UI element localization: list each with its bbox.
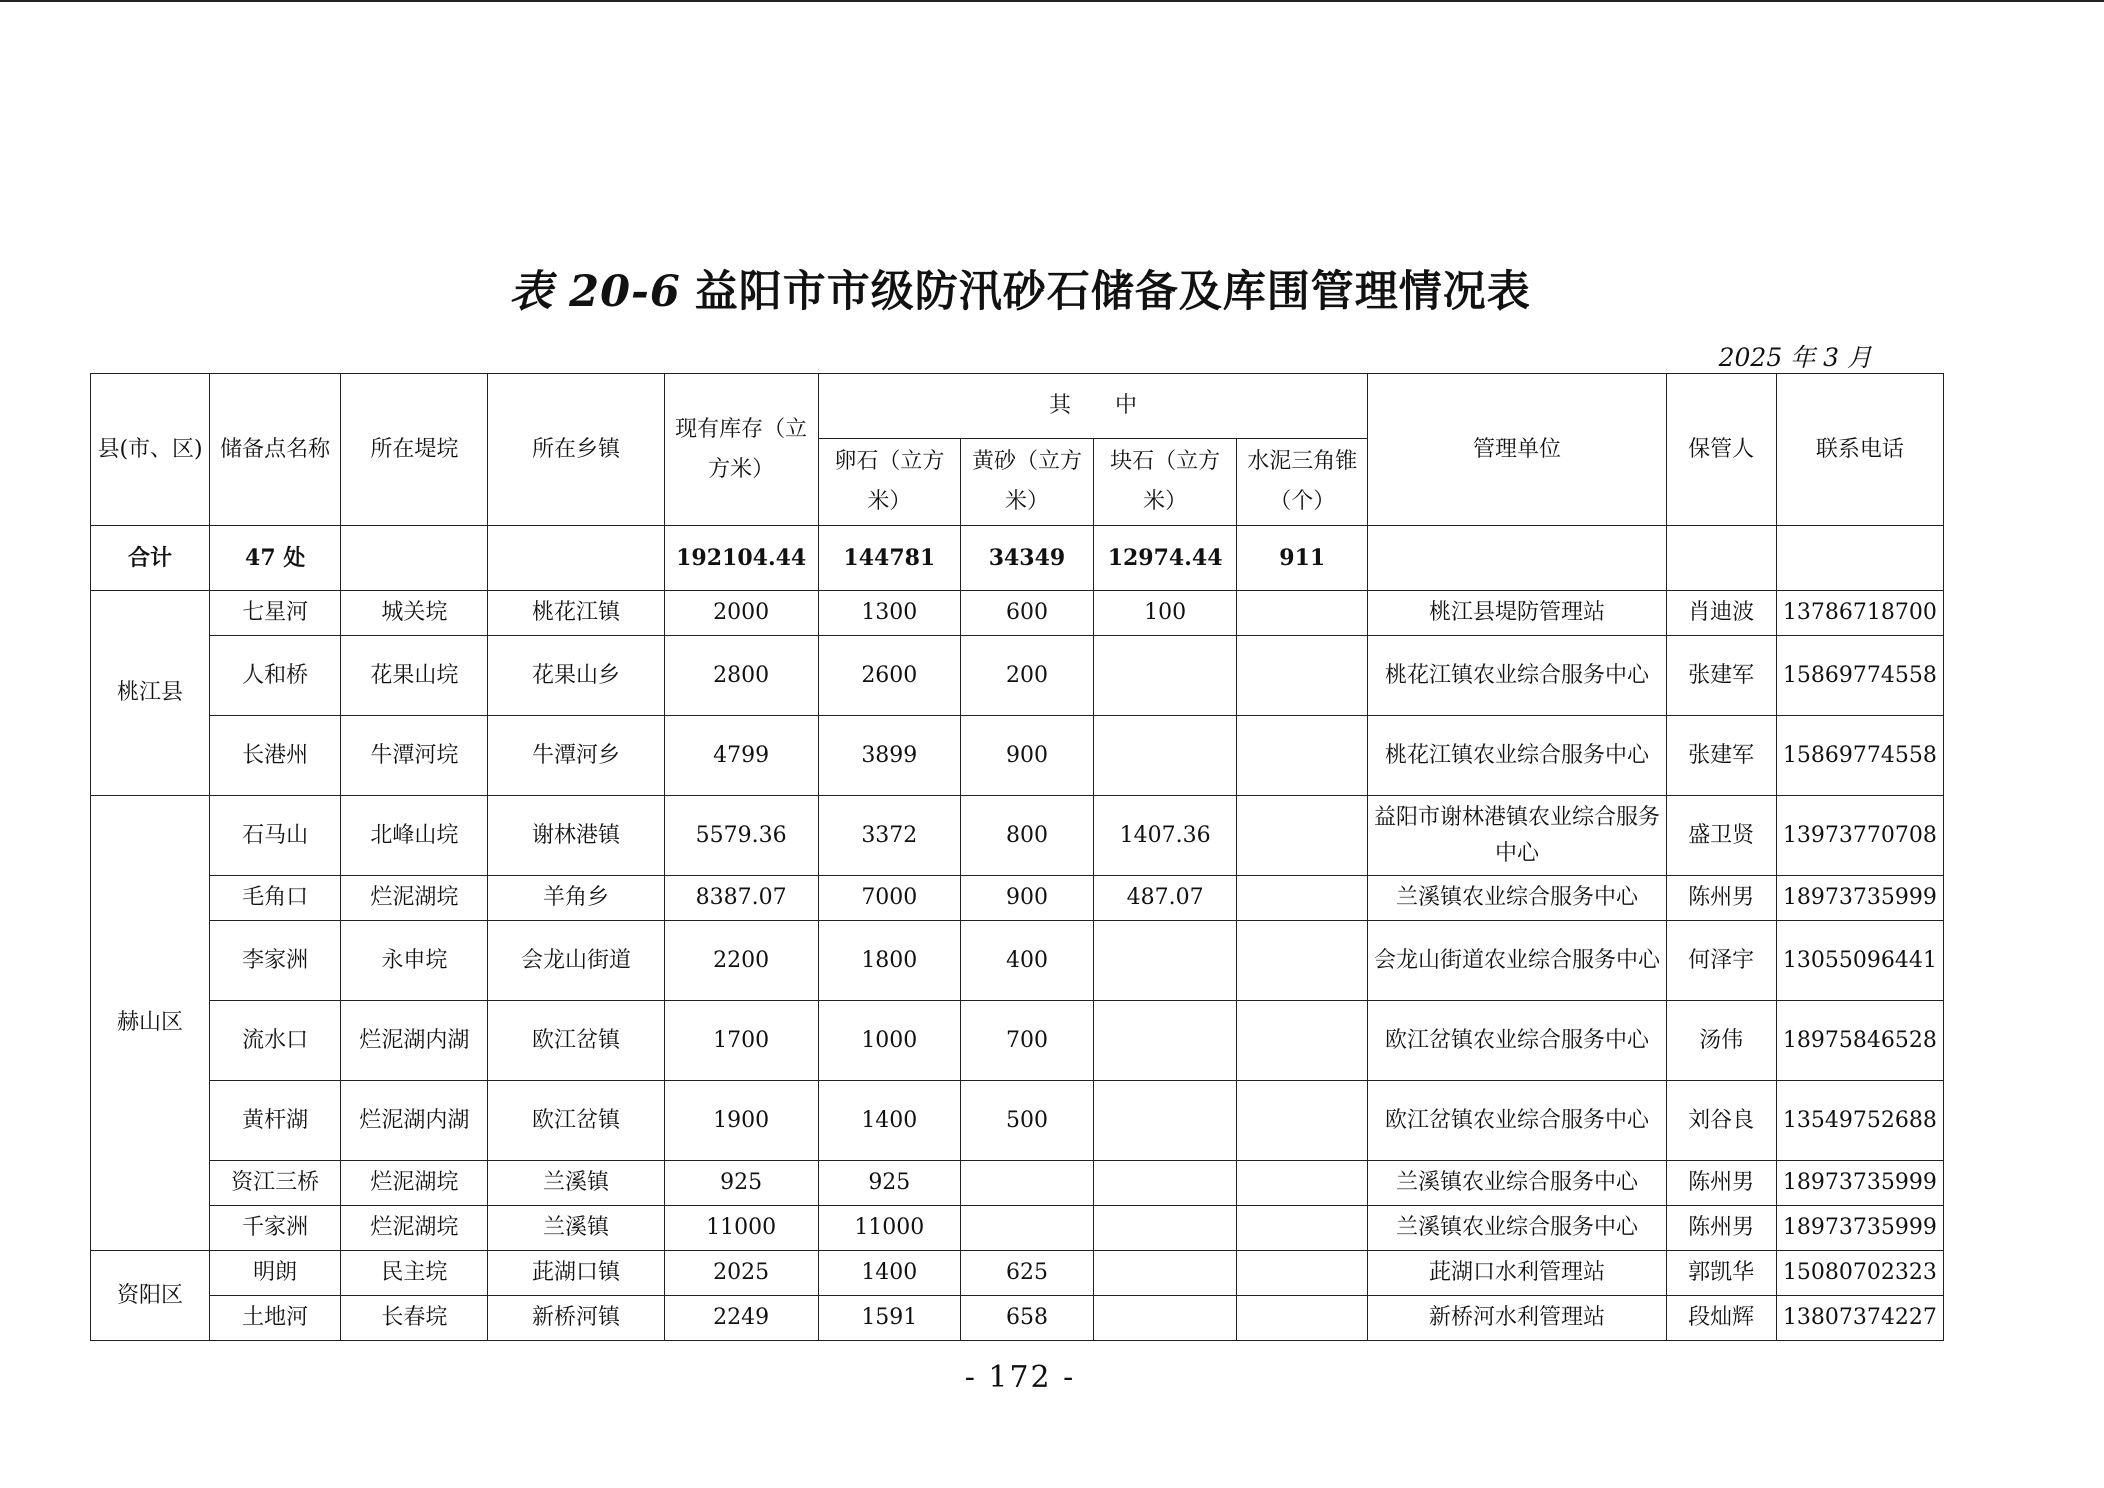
phone-cell: 15869774558 [1776,716,1943,796]
site-cell: 人和桥 [210,636,341,716]
stock-cell: 11000 [664,1206,818,1251]
site-cell: 千家洲 [210,1206,341,1251]
county-cell: 桃江县 [91,591,210,796]
total-town-empty [488,526,664,591]
rock-cell [1094,1161,1237,1206]
table-row [91,1161,1944,1206]
cone-cell [1237,1296,1368,1341]
rock-cell: 1407.36 [1094,796,1237,876]
report-date: 2025 年 3 月 [1718,343,1872,372]
stock-cell: 925 [664,1161,818,1206]
town-cell: 欧江岔镇 [488,1081,664,1161]
header-pebble: 卵石（立方米） [818,439,960,526]
keeper-cell: 肖迪波 [1666,591,1776,636]
phone-cell: 13807374227 [1776,1296,1943,1341]
sand-cell: 700 [960,1001,1093,1081]
unit-cell: 茈湖口水利管理站 [1368,1251,1666,1296]
rock-cell [1094,716,1237,796]
header-rock: 块石（立方米） [1094,439,1237,526]
rock-cell [1094,1081,1237,1161]
town-cell: 会龙山街道 [488,921,664,1001]
total-sand: 34349 [960,526,1093,591]
dike-cell: 烂泥湖垸 [341,1206,488,1251]
stock-cell: 2800 [664,636,818,716]
total-sites: 47 处 [210,526,341,591]
stock-cell: 8387.07 [664,876,818,921]
dike-cell: 城关垸 [341,591,488,636]
header-unit: 管理单位 [1368,374,1666,526]
site-cell: 明朗 [210,1251,341,1296]
keeper-cell: 郭凯华 [1666,1251,1776,1296]
site-cell: 长港州 [210,716,341,796]
site-cell: 流水口 [210,1001,341,1081]
keeper-cell: 刘谷良 [1666,1081,1776,1161]
unit-cell: 兰溪镇农业综合服务中心 [1368,1161,1666,1206]
total-cone: 911 [1237,526,1368,591]
sand-cell: 658 [960,1296,1093,1341]
rock-cell [1094,921,1237,1001]
table-row [91,716,1944,796]
table-title-text: 益阳市市级防汛砂石储备及库围管理情况表 [694,267,1531,317]
dike-cell: 烂泥湖内湖 [341,1081,488,1161]
keeper-cell: 段灿辉 [1666,1296,1776,1341]
table-header [91,374,1944,526]
unit-cell: 桃江县堤防管理站 [1368,591,1666,636]
town-cell: 花果山乡 [488,636,664,716]
stock-cell: 4799 [664,716,818,796]
table-row [91,1296,1944,1341]
stock-cell: 5579.36 [664,796,818,876]
phone-cell: 15080702323 [1776,1251,1943,1296]
cone-cell [1237,1081,1368,1161]
header-dike: 所在堤垸 [341,374,488,526]
unit-cell: 欧江岔镇农业综合服务中心 [1368,1001,1666,1081]
stock-cell: 2000 [664,591,818,636]
site-cell: 资江三桥 [210,1161,341,1206]
rock-cell [1094,1206,1237,1251]
stock-cell: 2025 [664,1251,818,1296]
unit-cell: 会龙山街道农业综合服务中心 [1368,921,1666,1001]
pebble-cell: 1300 [818,591,960,636]
pebble-cell: 7000 [818,876,960,921]
town-cell: 兰溪镇 [488,1206,664,1251]
phone-cell: 13055096441 [1776,921,1943,1001]
unit-cell: 益阳市谢林港镇农业综合服务中心 [1368,796,1666,876]
town-cell: 谢林港镇 [488,796,664,876]
keeper-cell: 何泽宇 [1666,921,1776,1001]
county-cell: 赫山区 [91,796,210,1251]
header-cone: 水泥三角锥（个） [1237,439,1368,526]
phone-cell: 18975846528 [1776,1001,1943,1081]
header-county: 县(市、区) [91,374,210,526]
pebble-cell: 1400 [818,1081,960,1161]
pebble-cell: 1591 [818,1296,960,1341]
header-site: 储备点名称 [210,374,341,526]
table-row [91,591,1944,636]
town-cell: 欧江岔镇 [488,1001,664,1081]
page-number: - 172 - [964,1360,1076,1395]
cone-cell [1237,1206,1368,1251]
pebble-cell: 1400 [818,1251,960,1296]
rock-cell [1094,1251,1237,1296]
keeper-cell: 汤伟 [1666,1001,1776,1081]
header-phone: 联系电话 [1776,374,1943,526]
rock-cell: 487.07 [1094,876,1237,921]
dike-cell: 牛潭河垸 [341,716,488,796]
unit-cell: 桃花江镇农业综合服务中心 [1368,636,1666,716]
cone-cell [1237,921,1368,1001]
total-rock: 12974.44 [1094,526,1237,591]
dike-cell: 烂泥湖内湖 [341,1001,488,1081]
pebble-cell: 1800 [818,921,960,1001]
keeper-cell: 张建军 [1666,716,1776,796]
sand-cell: 200 [960,636,1093,716]
town-cell: 牛潭河乡 [488,716,664,796]
sand-cell: 400 [960,921,1093,1001]
stock-cell: 1700 [664,1001,818,1081]
site-cell: 土地河 [210,1296,341,1341]
unit-cell: 欧江岔镇农业综合服务中心 [1368,1081,1666,1161]
sand-gravel-reserve-table [90,373,1944,1341]
unit-cell: 桃花江镇农业综合服务中心 [1368,716,1666,796]
rock-cell [1094,636,1237,716]
total-keeper-empty [1666,526,1776,591]
rock-cell [1094,1001,1237,1081]
dike-cell: 烂泥湖垸 [341,876,488,921]
sand-cell [960,1161,1093,1206]
site-cell: 石马山 [210,796,341,876]
sand-cell: 900 [960,716,1093,796]
pebble-cell: 2600 [818,636,960,716]
dike-cell: 花果山垸 [341,636,488,716]
total-pebble: 144781 [818,526,960,591]
phone-cell: 13549752688 [1776,1081,1943,1161]
keeper-cell: 盛卫贤 [1666,796,1776,876]
total-label: 合计 [91,526,210,591]
top-border-line [0,0,2104,2]
phone-cell: 18973735999 [1776,1161,1943,1206]
pebble-cell: 3899 [818,716,960,796]
sand-cell: 625 [960,1251,1093,1296]
header-town: 所在乡镇 [488,374,664,526]
dike-cell: 永申垸 [341,921,488,1001]
stock-cell: 1900 [664,1081,818,1161]
table-row [91,1001,1944,1081]
header-keeper: 保管人 [1666,374,1776,526]
table-row [91,1081,1944,1161]
cone-cell [1237,716,1368,796]
keeper-cell: 张建军 [1666,636,1776,716]
total-phone-empty [1776,526,1943,591]
table-row [91,1251,1944,1296]
header-sand: 黄砂（立方米） [960,439,1093,526]
table-title [0,258,2040,319]
site-cell: 七星河 [210,591,341,636]
sand-cell: 800 [960,796,1093,876]
unit-cell: 兰溪镇农业综合服务中心 [1368,1206,1666,1251]
keeper-cell: 陈州男 [1666,1206,1776,1251]
phone-cell: 18973735999 [1776,1206,1943,1251]
sand-cell: 900 [960,876,1093,921]
table-body [91,526,1944,1341]
cone-cell [1237,876,1368,921]
site-cell: 李家洲 [210,921,341,1001]
sand-cell [960,1206,1093,1251]
pebble-cell: 11000 [818,1206,960,1251]
town-cell: 新桥河镇 [488,1296,664,1341]
pebble-cell: 1000 [818,1001,960,1081]
table-row [91,876,1944,921]
total-row [91,526,1944,591]
table-row [91,1206,1944,1251]
phone-cell: 13786718700 [1776,591,1943,636]
keeper-cell: 陈州男 [1666,876,1776,921]
total-stock: 192104.44 [664,526,818,591]
total-unit-empty [1368,526,1666,591]
cone-cell [1237,796,1368,876]
phone-cell: 15869774558 [1776,636,1943,716]
cone-cell [1237,1251,1368,1296]
cone-cell [1237,1161,1368,1206]
header-stock: 现有库存（立方米） [664,374,818,526]
pebble-cell: 3372 [818,796,960,876]
cone-cell [1237,591,1368,636]
pebble-cell: 925 [818,1161,960,1206]
dike-cell: 北峰山垸 [341,796,488,876]
town-cell: 桃花江镇 [488,591,664,636]
cone-cell [1237,636,1368,716]
phone-cell: 13973770708 [1776,796,1943,876]
dike-cell: 长春垸 [341,1296,488,1341]
unit-cell: 兰溪镇农业综合服务中心 [1368,876,1666,921]
town-cell: 羊角乡 [488,876,664,921]
sand-cell: 500 [960,1081,1093,1161]
keeper-cell: 陈州男 [1666,1161,1776,1206]
rock-cell [1094,1296,1237,1341]
table-number: 表 20-6 [509,267,681,317]
table-row [91,796,1944,876]
rock-cell: 100 [1094,591,1237,636]
table-row [91,921,1944,1001]
header-among: 其 中 [818,374,1368,439]
dike-cell: 民主垸 [341,1251,488,1296]
town-cell: 茈湖口镇 [488,1251,664,1296]
dike-cell: 烂泥湖垸 [341,1161,488,1206]
county-cell: 资阳区 [91,1251,210,1341]
site-cell: 黄杆湖 [210,1081,341,1161]
site-cell: 毛角口 [210,876,341,921]
sand-cell: 600 [960,591,1093,636]
table-row [91,636,1944,716]
town-cell: 兰溪镇 [488,1161,664,1206]
cone-cell [1237,1001,1368,1081]
phone-cell: 18973735999 [1776,876,1943,921]
stock-cell: 2249 [664,1296,818,1341]
stock-cell: 2200 [664,921,818,1001]
total-dike-empty [341,526,488,591]
unit-cell: 新桥河水利管理站 [1368,1296,1666,1341]
